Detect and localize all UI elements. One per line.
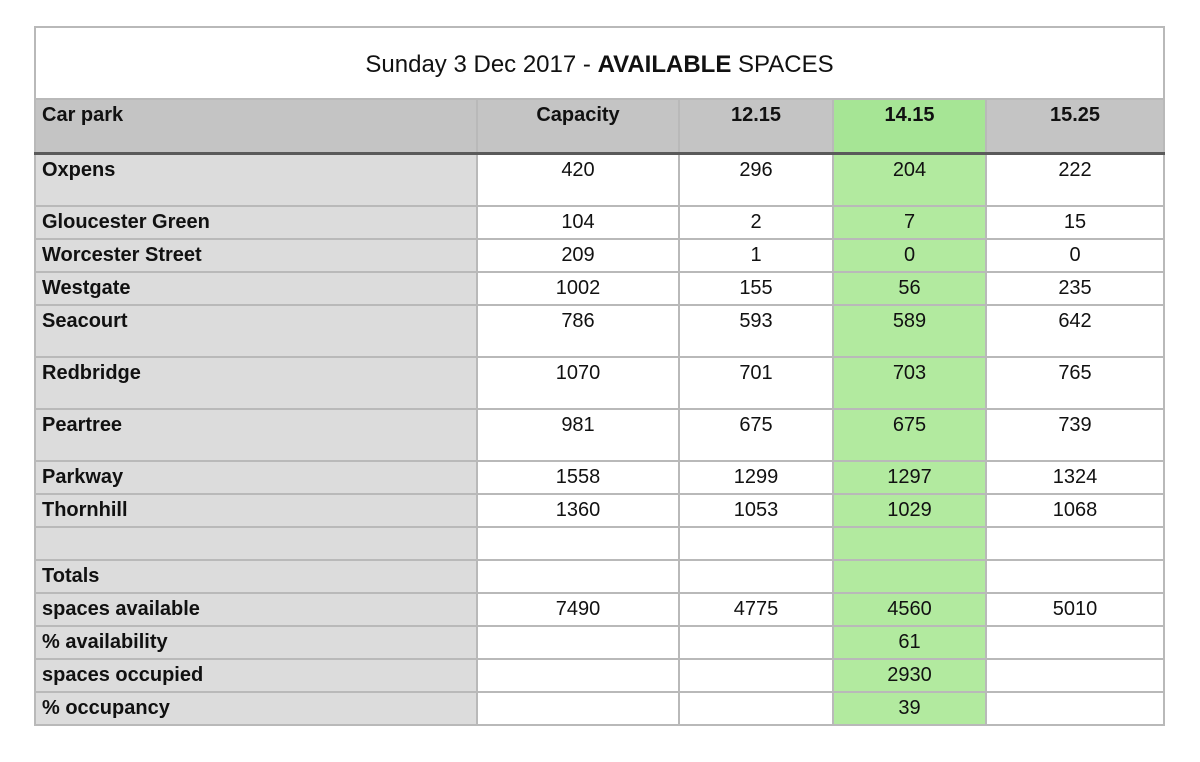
- capacity-cell: [477, 527, 679, 560]
- capacity-cell: [477, 626, 679, 659]
- table-row: [35, 527, 1164, 560]
- time-1415-cell: 4560: [833, 593, 986, 626]
- time-1525-cell: [986, 692, 1164, 725]
- row-label: [35, 527, 477, 560]
- time-1215-cell: 1053: [679, 494, 833, 527]
- time-1525-cell: 1324: [986, 461, 1164, 494]
- time-1415-cell: 204: [833, 154, 986, 207]
- table-row: [35, 626, 1164, 659]
- title-bold: AVAILABLE: [597, 51, 732, 78]
- header-capacity: Capacity: [477, 99, 679, 154]
- capacity-cell: 7490: [477, 593, 679, 626]
- time-1525-cell: [986, 659, 1164, 692]
- time-1215-cell: [679, 626, 833, 659]
- table-body: [35, 154, 1164, 726]
- capacity-cell: 981: [477, 409, 679, 461]
- capacity-cell: 786: [477, 305, 679, 357]
- title-suffix: SPACES: [731, 51, 834, 78]
- time-1525-cell: [986, 560, 1164, 593]
- row-label: Westgate: [35, 272, 477, 305]
- table-row: [35, 305, 1164, 357]
- header-row: [35, 99, 1164, 154]
- row-label: Worcester Street: [35, 239, 477, 272]
- time-1415-cell: 1297: [833, 461, 986, 494]
- capacity-cell: 104: [477, 206, 679, 239]
- table-row: [35, 659, 1164, 692]
- time-1415-cell: 675: [833, 409, 986, 461]
- table-row: [35, 692, 1164, 725]
- title-prefix: Sunday 3 Dec 2017 -: [365, 51, 598, 78]
- row-label: spaces occupied: [35, 659, 477, 692]
- header-car-park: Car park: [35, 99, 477, 154]
- time-1415-cell: 2930: [833, 659, 986, 692]
- time-1415-cell: [833, 527, 986, 560]
- capacity-cell: 209: [477, 239, 679, 272]
- row-label: Seacourt: [35, 305, 477, 357]
- time-1215-cell: [679, 527, 833, 560]
- table-row: [35, 357, 1164, 409]
- header-time-1525: 15.25: [986, 99, 1164, 154]
- row-label: % occupancy: [35, 692, 477, 725]
- time-1415-cell: 589: [833, 305, 986, 357]
- table-row: [35, 272, 1164, 305]
- time-1525-cell: 15: [986, 206, 1164, 239]
- time-1215-cell: 2: [679, 206, 833, 239]
- time-1215-cell: 155: [679, 272, 833, 305]
- time-1415-cell: 7: [833, 206, 986, 239]
- time-1415-cell: 56: [833, 272, 986, 305]
- capacity-cell: [477, 692, 679, 725]
- time-1415-cell: 39: [833, 692, 986, 725]
- row-label: Gloucester Green: [35, 206, 477, 239]
- table-row: [35, 239, 1164, 272]
- row-label: Parkway: [35, 461, 477, 494]
- time-1215-cell: [679, 659, 833, 692]
- table-row: [35, 409, 1164, 461]
- time-1525-cell: 1068: [986, 494, 1164, 527]
- capacity-cell: 420: [477, 154, 679, 207]
- time-1525-cell: 222: [986, 154, 1164, 207]
- table-row: [35, 206, 1164, 239]
- table-title: [35, 27, 1164, 99]
- capacity-cell: 1070: [477, 357, 679, 409]
- table-row: [35, 494, 1164, 527]
- row-label: Thornhill: [35, 494, 477, 527]
- time-1215-cell: 296: [679, 154, 833, 207]
- capacity-cell: [477, 560, 679, 593]
- table-row: [35, 593, 1164, 626]
- table-row: [35, 461, 1164, 494]
- time-1415-cell: [833, 560, 986, 593]
- row-label: spaces available: [35, 593, 477, 626]
- header-time-1215: 12.15: [679, 99, 833, 154]
- time-1415-cell: 1029: [833, 494, 986, 527]
- time-1525-cell: 739: [986, 409, 1164, 461]
- capacity-cell: 1360: [477, 494, 679, 527]
- row-label: % availability: [35, 626, 477, 659]
- capacity-cell: 1558: [477, 461, 679, 494]
- time-1525-cell: 5010: [986, 593, 1164, 626]
- row-label: Oxpens: [35, 154, 477, 207]
- time-1525-cell: 0: [986, 239, 1164, 272]
- car-park-table: [34, 26, 1165, 726]
- table-row: [35, 154, 1164, 207]
- time-1215-cell: [679, 692, 833, 725]
- time-1215-cell: 1: [679, 239, 833, 272]
- time-1415-cell: 61: [833, 626, 986, 659]
- time-1525-cell: [986, 527, 1164, 560]
- time-1215-cell: 593: [679, 305, 833, 357]
- table-row: [35, 560, 1164, 593]
- row-label: Totals: [35, 560, 477, 593]
- capacity-cell: 1002: [477, 272, 679, 305]
- time-1415-cell: 703: [833, 357, 986, 409]
- time-1525-cell: 235: [986, 272, 1164, 305]
- time-1525-cell: [986, 626, 1164, 659]
- time-1525-cell: 642: [986, 305, 1164, 357]
- time-1415-cell: 0: [833, 239, 986, 272]
- time-1215-cell: [679, 560, 833, 593]
- header-time-1415: 14.15: [833, 99, 986, 154]
- time-1215-cell: 4775: [679, 593, 833, 626]
- row-label: Redbridge: [35, 357, 477, 409]
- time-1215-cell: 675: [679, 409, 833, 461]
- row-label: Peartree: [35, 409, 477, 461]
- time-1215-cell: 701: [679, 357, 833, 409]
- capacity-cell: [477, 659, 679, 692]
- time-1215-cell: 1299: [679, 461, 833, 494]
- time-1525-cell: 765: [986, 357, 1164, 409]
